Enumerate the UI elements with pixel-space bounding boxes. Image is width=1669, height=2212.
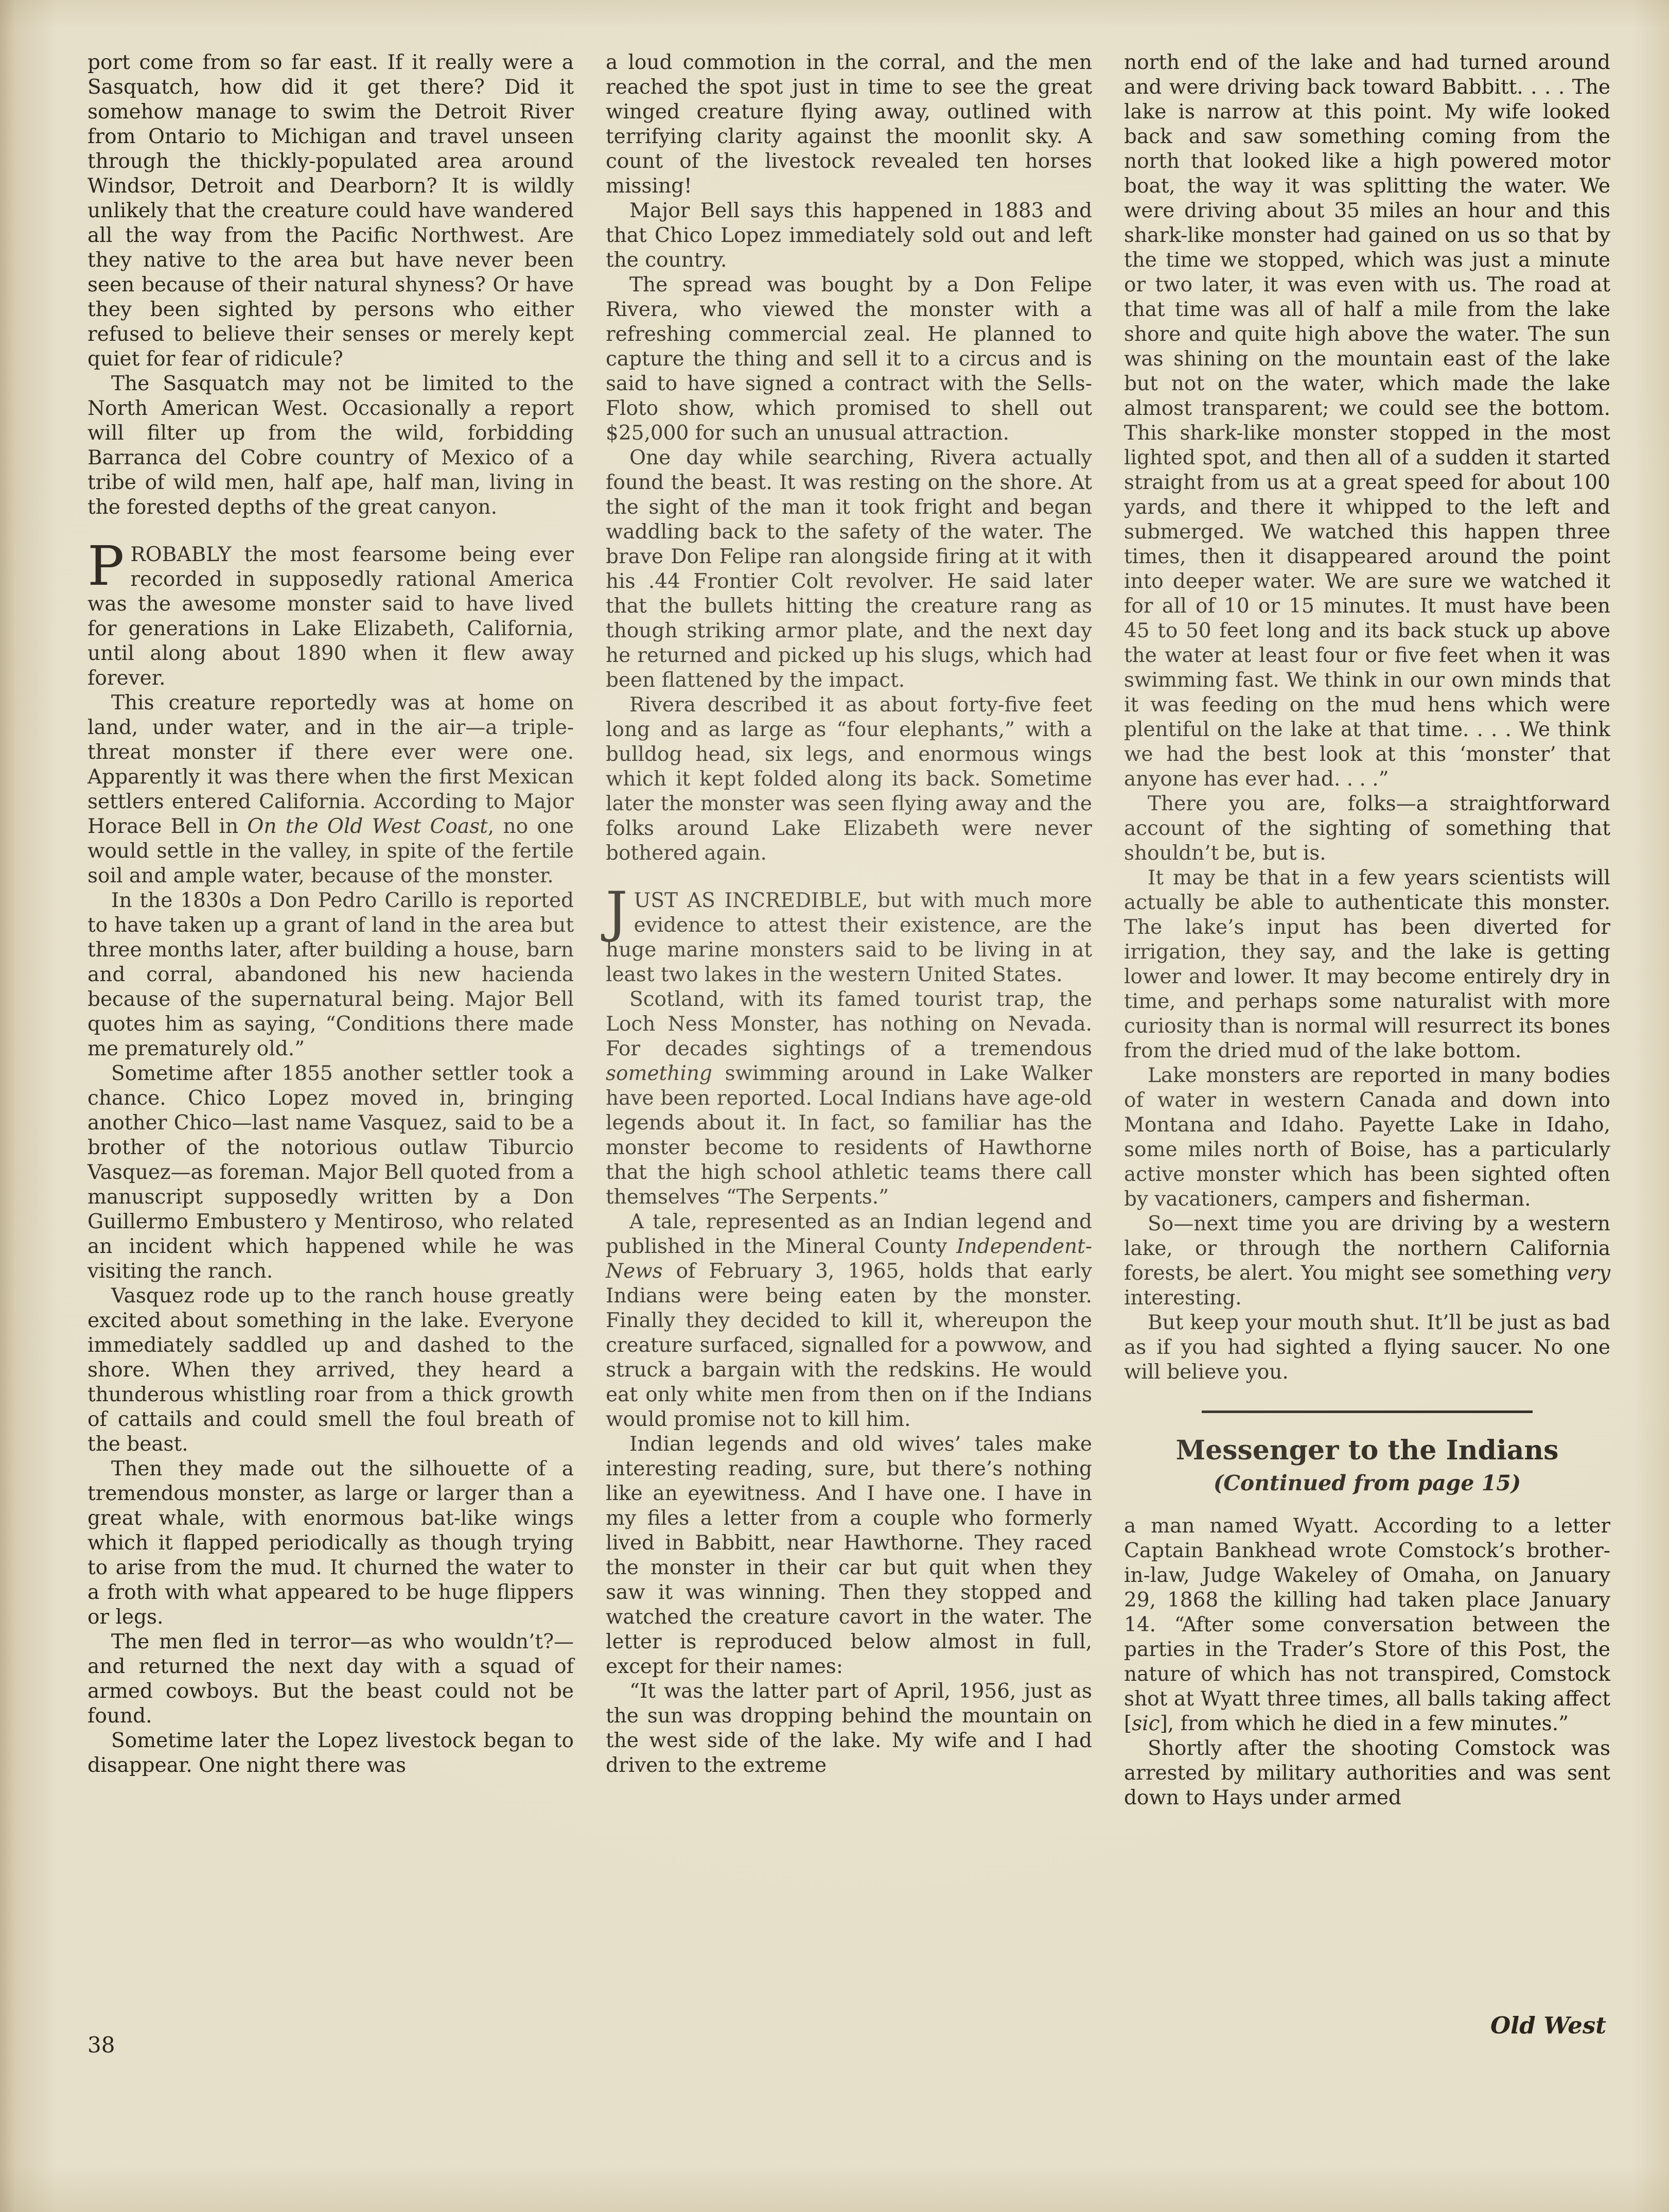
paragraph: Sometime after 1855 another settler took a chance. Chico Lopez moved in, bringing another Chico—last name Vasquez, said to be a brother of the notorious outlaw Tiburcio Vasquez—as foreman. Major Bell quoted from a manuscript supposedly written by a Don Guillermo Embustero y Mentiroso, who related an incident which happened while he was visiting the ranch. — [87, 1062, 574, 1283]
paragraph: One day while searching, Rivera actually found the beast. It was resting on the shore. At the sight of the man it took fright and began waddling back to the safety of the water. The brave Don Felipe ran alongside firing at it with his .44 Frontier Colt revolver. He said later that the bullets hitting the creature rang as though striking armor plate, and the next day he returned and picked up his slugs, which had been flattened by the impact. — [606, 446, 1092, 692]
section-divider — [1202, 1410, 1533, 1413]
article-columns — [87, 50, 1611, 1810]
paragraph: Shortly after the shooting Comstock was arrested by military authorities and was sent down to Hays under armed — [1124, 1737, 1610, 1810]
paragraph: Major Bell says this happened in 1883 and that Chico Lopez immediately sold out and left the country. — [606, 199, 1092, 272]
paragraph: Rivera described it as about forty-five feet long and as large as “four elephants,” with a bulldog head, six legs, and enormous wings which it kept folded along its back. Sometime later the monster was seen flying away and the folks around Lake Elizabeth were never bothered again. — [606, 693, 1092, 865]
paragraph: It may be that in a few years scientists will actually be able to authenticate this monster. The lake’s input has been diverted for irrigation, they say, and the lake is getting lower and lower. It may become entirely dry in time, and perhaps some naturalist with more curiosity than is normal will resurrect its bones from the dried mud of the lake bottom. — [1124, 866, 1610, 1063]
paragraph: Lake monsters are reported in many bodies of water in western Canada and down into Montana and Idaho. Payette Lake in Idaho, some miles north of Boise, has a particularly active monster which has been sighted often by vacationers, campers and fisherman. — [1124, 1064, 1610, 1211]
column-1 — [87, 50, 574, 1778]
paragraph: This creature reportedly was at home on land, under water, and in the air—a triple-threat monster if there ever were one. Apparently it was there when the first Mexican settlers entered California. According to Major Horace Bell in On the Old West Coast, no one would settle in the valley, in spite of the fertile soil and ample water, because of the monster. — [87, 691, 574, 887]
column-2 — [606, 50, 1092, 1778]
paragraph: JUST AS INCREDIBLE, but with much more evidence to attest their existence, are the huge marine monsters said to be living in at least two lakes in the western United States. — [606, 880, 1093, 986]
column-3 — [1124, 50, 1610, 1810]
paragraph: Scotland, with its famed tourist trap, the Loch Ness Monster, has nothing on Nevada. For decades sightings of a tremendous something swimming around in Lake Walker have been reported. Local Indians have age-old legends about it. In fact, so familiar has the monster become to residents of Hawthorne that the high school athletic teams there call themselves “The Serpents.” — [606, 988, 1092, 1209]
paragraph: The Sasquatch may not be limited to the North American West. Occasionally a report will filter up from the wild, forbidding Barranca del Cobre country of Mexico of a tribe of wild men, half ape, half man, living in the forested depths of the great canyon. — [87, 372, 574, 519]
paragraph: A tale, represented as an Indian legend and published in the Mineral County Independent-News of February 3, 1965, holds that early Indians were being eaten by the monster. Finally they decided to kill it, whereupon the creature surfaced, signalled for a powwow, and struck a bargain with the redskins. He would eat only white men from then on if the Indians would promise not to kill him. — [606, 1210, 1092, 1431]
drop-cap: J — [606, 880, 628, 944]
paragraph: port come from so far east. If it really were a Sasquatch, how did it get there? Did it somehow manage to swim the Detroit River from Ontario to Michigan and travel unseen through the thickly-populated area around Windsor, Detroit and Dearborn? It is wildly unlikely that the creature could have wandered all the way from the Pacific Northwest. Are they native to the area but have never been seen because of their natural shyness? Or have they been sighted by persons who either refused to believe their senses or merely kept quiet for fear of ridicule? — [87, 51, 574, 371]
paragraph: north end of the lake and had turned around and were driving back toward Babbitt. . . . The lake is narrow at this point. My wife looked back and saw something coming from the north that looked like a high powered motor boat, the way it was splitting the water. We were driving about 35 miles an hour and this shark-like monster had gained on us so that by the time we stopped, which was just a minute or two later, it was even with us. The road at that time was all of half a mile from the lake shore and quite high above the water. The sun was shining on the mountain east of the lake but not on the water, which made the lake almost transparent; we could see the bottom. This shark-like monster stopped in the most lighted spot, and then all of a sudden it started straight from us at a great speed for about 100 yards, and there it whipped to the left and submerged. We watched this happen three times, then it disappeared around the point into deeper water. We are sure we watched it for all of 10 or 15 minutes. It must have been 45 to 50 feet long and its back stuck up above the water at least four or five feet when it was swimming fast. We think in our own minds that it was feeding on the mud hens which were plentiful on the lake at that time. . . . We think we had the best look at this ‘monster’ that anyone has ever had. . . .” — [1124, 51, 1610, 791]
paragraph: a loud commotion in the corral, and the men reached the spot just in time to see the great winged creature flying away, outlined with terrifying clarity against the moonlit sky. A count of the livestock revealed ten horses missing! — [606, 51, 1092, 198]
paragraph: Then they made out the silhouette of a tremendous monster, as large or larger than a great whale, with enormous bat-like wings which it flapped periodically as though trying to arise from the mud. It churned the water to a froth with what appeared to be huge flippers or legs. — [87, 1457, 574, 1629]
paragraph: Sometime later the Lopez livestock began to disappear. One night there was — [87, 1729, 574, 1777]
continuation-subtitle: (Continued from page 15) — [1213, 1471, 1521, 1496]
drop-cap: P — [87, 534, 125, 598]
paragraph: The spread was bought by a Don Felipe Rivera, who viewed the monster with a refreshing commercial zeal. He planned to capture the thing and sell it to a circus and is said to have signed a contract with the Sells-Floto show, which promised to shell out $25,000 for such an unusual attraction. — [606, 273, 1092, 445]
magazine-name: Old West — [1490, 2012, 1606, 2039]
page-number: 38 — [87, 2032, 115, 2058]
paragraph: “It was the latter part of April, 1956, just as the sun was dropping behind the mountain on the west side of the lake. My wife and I had driven to the extreme — [606, 1680, 1092, 1777]
paragraph: a man named Wyatt. According to a letter Captain Bankhead wrote Comstock’s brother-in-law, Judge Wakeley of Omaha, on January 29, 1868 the killing had taken place January 14. “After some conversation between the parties in the Trader’s Store of this Post, the nature of which has not transpired, Comstock shot at Wyatt three times, all balls taking affect [sic], from which he died in a few minutes.” — [1124, 1514, 1610, 1736]
paragraph: Indian legends and old wives’ tales make interesting reading, sure, but there’s nothing like an eyewitness. And I have one. I have in my files a letter from a couple who formerly lived in Babbitt, near Hawthorne. They raced the monster in their car but quit when they saw it was winning. Then they stopped and watched the creature cavort in the water. The letter is reproduced below almost in full, except for their names: — [606, 1433, 1092, 1678]
paragraph: But keep your mouth shut. It’ll be just as bad as if you had sighted a flying saucer. No one will believe you. — [1124, 1311, 1610, 1384]
lead-in-caps: ROBABLY — [130, 543, 232, 566]
paragraph: In the 1830s a Don Pedro Carillo is reported to have taken up a grant of land in the area but three months later, after building a house, barn and corral, abandoned his new hacienda because of the supernatural being. Major Bell quotes him as saying, “Conditions there made me prematurely old.” — [87, 889, 574, 1060]
paragraph: So—next time you are driving by a western lake, or through the northern California forests, be alert. You might see something very interesting. — [1124, 1212, 1610, 1310]
paragraph: The men fled in terror—as who wouldn’t?—and returned the next day with a squad of armed cowboys. But the beast could not be found. — [87, 1630, 574, 1728]
lead-in-caps: UST AS INCREDIBLE, — [634, 889, 868, 912]
continuation-title: Messenger to the Indians — [1175, 1435, 1559, 1466]
paragraph: Vasquez rode up to the ranch house greatly excited about something in the lake. Everyone immediately saddled up and dashed to the shore. When they arrived, they heard a thunderous whistling roar from a thick growth of cattails and could smell the foul breath of the beast. — [87, 1284, 574, 1456]
paragraph: There you are, folks—a straightforward account of the sighting of something that shouldn’t be, but is. — [1124, 792, 1610, 865]
paragraph: PROBABLY the most fearsome being ever recorded in supposedly rational America was the awesome monster said to have lived for generations in Lake Elizabeth, California, until along about 1890 when it flew away forever. — [87, 534, 574, 690]
